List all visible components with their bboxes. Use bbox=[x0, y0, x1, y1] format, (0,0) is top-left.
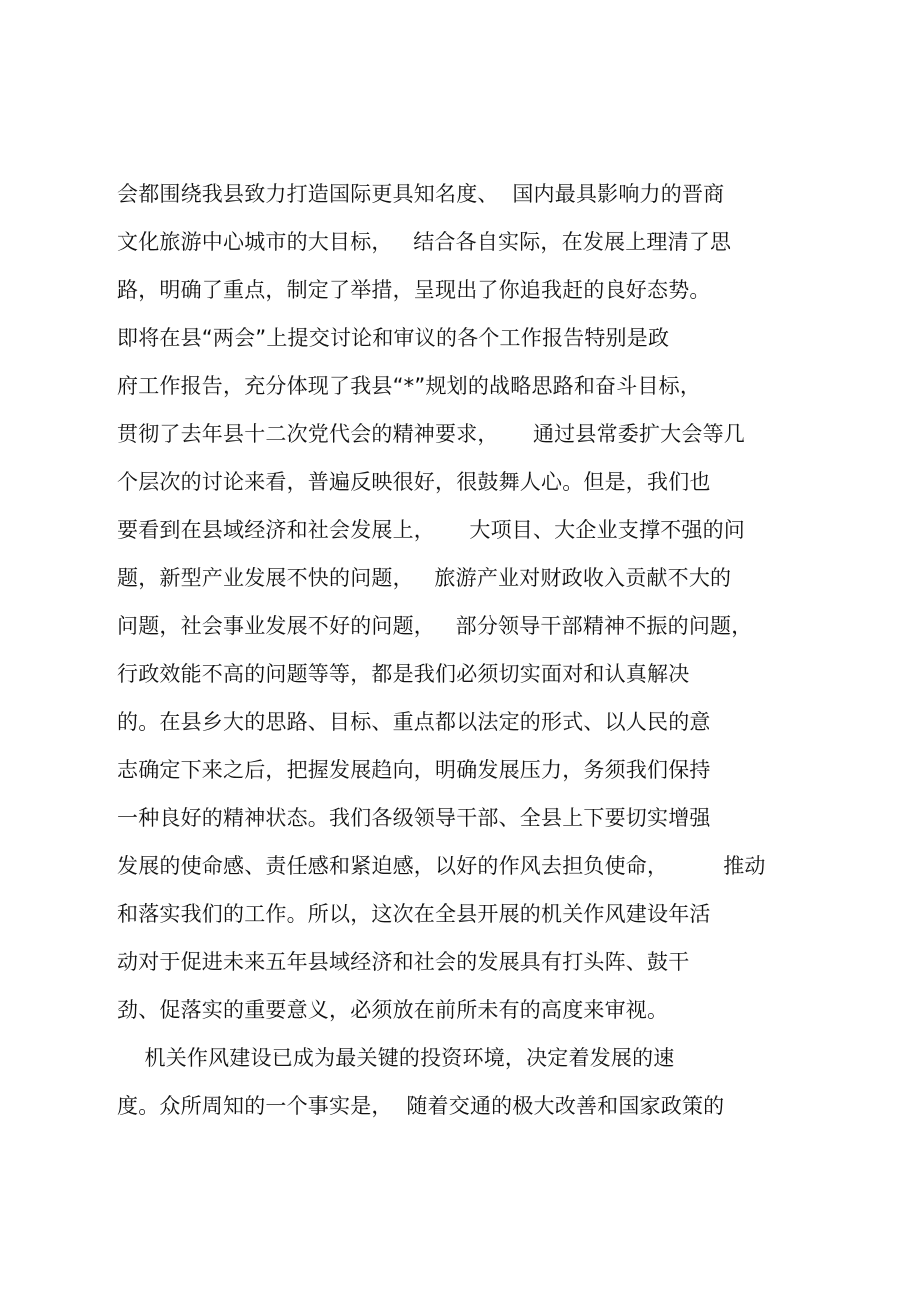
text-line: 会都围绕我县致力打造国际更具知名度、 国内最具影响力的晋商 bbox=[117, 182, 725, 206]
text-line: 要看到在县域经济和社会发展上， 大项目、大企业支撑不强的问 bbox=[117, 518, 745, 542]
text-line: 个层次的讨论来看，普遍反映很好，很鼓舞人心。但是，我们也 bbox=[117, 470, 711, 494]
text-line: 文化旅游中心城市的大目标， 结合各自实际，在发展上理清了思 bbox=[117, 230, 732, 254]
text-line: 路，明确了重点，制定了举措，呈现出了你追我赶的良好态势。 bbox=[117, 278, 711, 302]
text-line: 志确定下来之后，把握发展趋向，明确发展压力，务须我们保持 bbox=[117, 758, 711, 782]
text-line: 问题，社会事业发展不好的问题， 部分领导干部精神不振的问题， bbox=[117, 614, 753, 638]
text-line: 度。众所周知的一个事实是， 随着交通的极大改善和国家政策的 bbox=[117, 1094, 725, 1118]
text-line: 发展的使命感、责任感和紧迫感，以好的作风去担负使命， 推动 bbox=[117, 854, 766, 878]
text-line: 的。在县乡大的思路、目标、重点都以法定的形式、以人民的意 bbox=[117, 710, 711, 734]
text-line: 行政效能不高的问题等等，都是我们必须切实面对和认真解决 bbox=[117, 662, 690, 686]
text-line: 府工作报告，充分体现了我县“*”规划的战略思路和奋斗目标， bbox=[117, 374, 702, 398]
text-line: 贯彻了去年县十二次党代会的精神要求， 通过县常委扩大会等几 bbox=[117, 422, 745, 446]
text-line: 劲、促落实的重要意义，必须放在前所未有的高度来审视。 bbox=[117, 998, 669, 1022]
paragraph-start-line: 机关作风建设已成为最关键的投资环境，决定着发展的速 bbox=[117, 1046, 675, 1070]
text-line: 一种良好的精神状态。我们各级领导干部、全县上下要切实增强 bbox=[117, 806, 711, 830]
body-text bbox=[117, 175, 817, 1135]
text-line: 题，新型产业发展不快的问题， 旅游产业对财政收入贡献不大的 bbox=[117, 566, 732, 590]
text-line: 即将在县“两会”上提交讨论和审议的各个工作报告特别是政 bbox=[117, 326, 670, 350]
text-line: 和落实我们的工作。所以，这次在全县开展的机关作风建设年活 bbox=[117, 902, 711, 926]
text-line: 动对于促进未来五年县域经济和社会的发展具有打头阵、鼓干 bbox=[117, 950, 690, 974]
